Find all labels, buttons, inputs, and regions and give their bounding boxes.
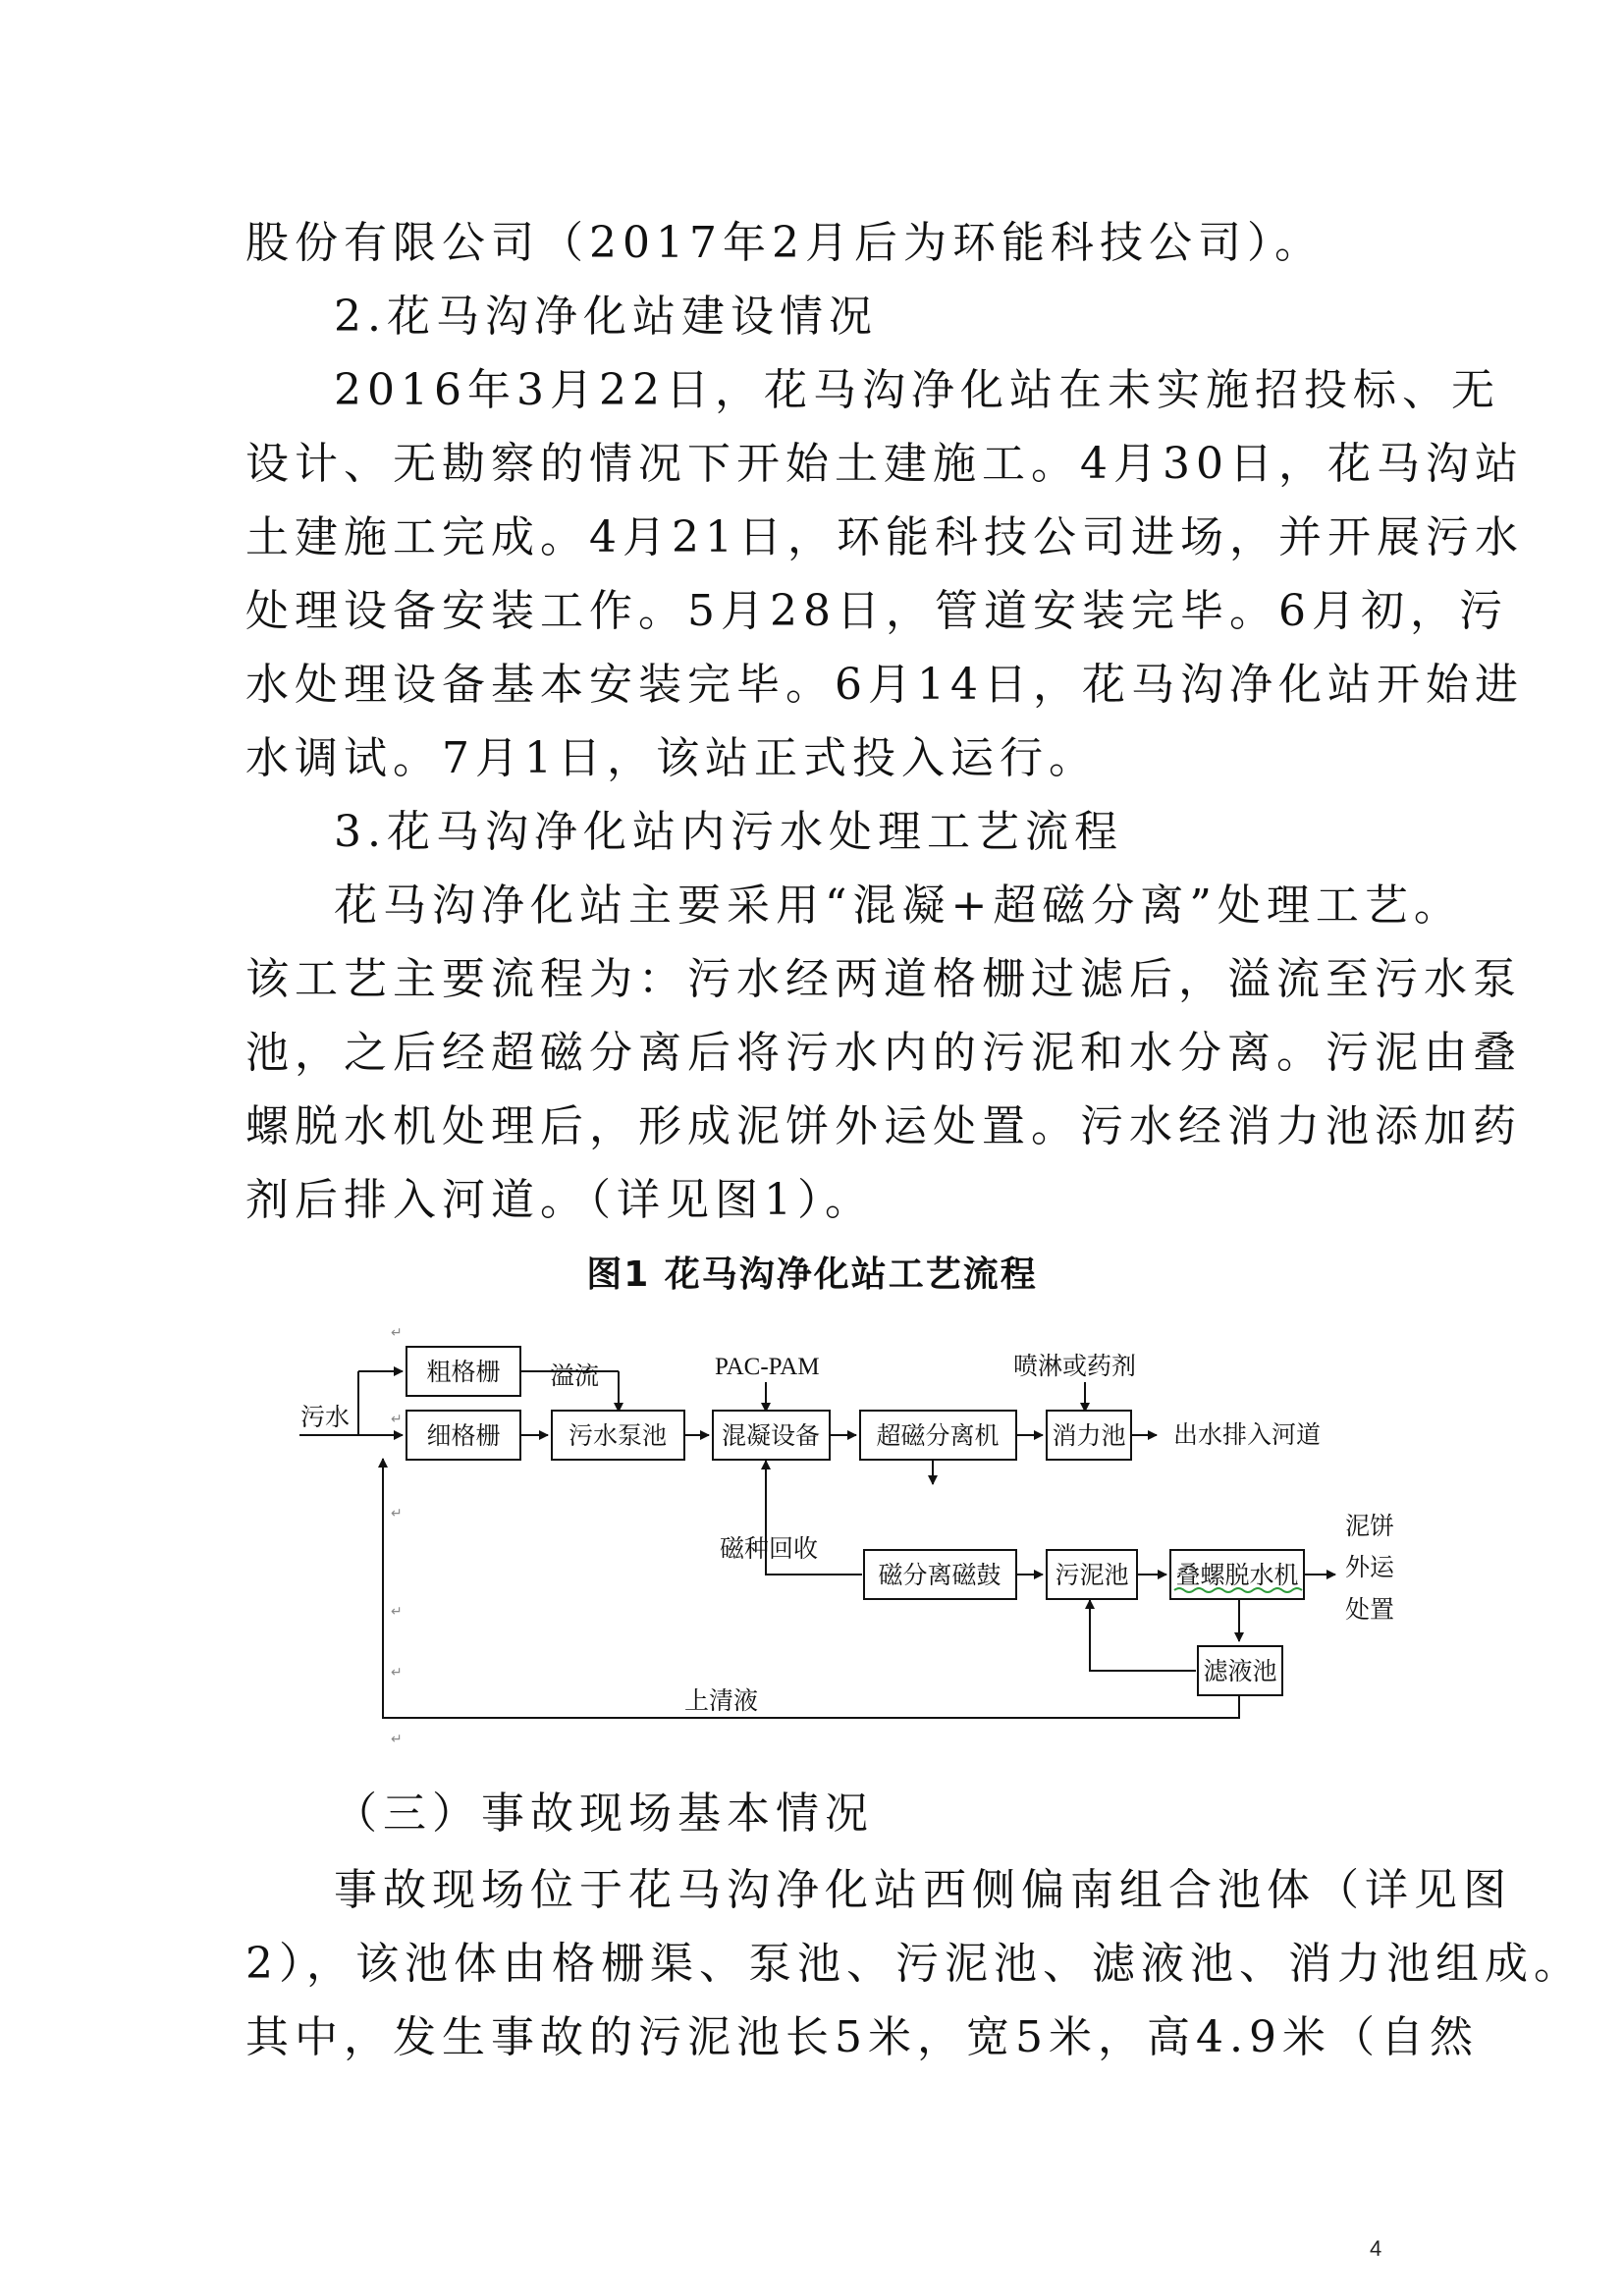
svg-text:↵: ↵ bbox=[391, 1506, 403, 1522]
node-magnetic-drum: 磁分离磁鼓 bbox=[878, 1561, 1001, 1589]
paragraph-line: 土建施工完成。4月21日，环能科技公司进场，并开展污水 bbox=[245, 512, 1524, 562]
paragraph-line: 股份有限公司（2017年2月后为环能科技公司）。 bbox=[245, 218, 1324, 268]
section-heading: （三）事故现场基本情况 bbox=[334, 1789, 874, 1839]
paragraph-line: 事故现场位于花马沟净化站西侧偏南组合池体（详见图 bbox=[334, 1865, 1512, 1915]
node-fine-grid: 细格栅 bbox=[426, 1421, 501, 1450]
paragraph-line: 2016年3月22日，花马沟净化站在未实施招投标、无 bbox=[334, 365, 1500, 415]
svg-text:↵: ↵ bbox=[391, 1604, 403, 1620]
paragraph-line: 花马沟净化站主要采用“混凝+超磁分离”处理工艺。 bbox=[334, 881, 1463, 931]
node-dewatering: 叠螺脱水机 bbox=[1175, 1561, 1299, 1589]
label-pac-pam: PAC-PAM bbox=[715, 1354, 820, 1380]
node-sludge-pool: 污泥池 bbox=[1055, 1561, 1129, 1589]
node-energy-pool: 消力池 bbox=[1052, 1421, 1126, 1450]
label-sewage: 污水 bbox=[300, 1403, 351, 1431]
node-magnetic-separator: 超磁分离机 bbox=[876, 1421, 1000, 1450]
paragraph-line: 水调试。7月1日，该站正式投入运行。 bbox=[245, 733, 1098, 783]
label-spray: 喷淋或药剂 bbox=[1013, 1352, 1137, 1380]
node-coagulation: 混凝设备 bbox=[721, 1421, 821, 1450]
label-cake-3: 处置 bbox=[1345, 1595, 1395, 1624]
paragraph-line: 处理设备安装工作。5月28日，管道安装完毕。6月初，污 bbox=[245, 586, 1508, 636]
label-cake-2: 外运 bbox=[1345, 1553, 1395, 1581]
subheading-construction: 2.花马沟净化站建设情况 bbox=[334, 292, 878, 342]
paragraph-line: 设计、无勘察的情况下开始土建施工。4月30日，花马沟站 bbox=[245, 439, 1524, 489]
label-magnet-recycle: 磁种回收 bbox=[720, 1534, 819, 1563]
page-number: 4 bbox=[1370, 2236, 1382, 2261]
svg-text:↵: ↵ bbox=[391, 1665, 403, 1681]
label-discharge: 出水排入河道 bbox=[1173, 1420, 1322, 1449]
paragraph-line: 水处理设备基本安装完毕。6月14日，花马沟净化站开始进 bbox=[245, 660, 1524, 710]
paragraph-line: 2），该池体由格栅渠、泵池、污泥池、滤液池、消力池组成。 bbox=[245, 1939, 1583, 1989]
paragraph-line: 池，之后经超磁分离后将污水内的污泥和水分离。污泥由叠 bbox=[245, 1028, 1522, 1078]
node-filtrate-pool: 滤液池 bbox=[1203, 1657, 1277, 1685]
svg-text:↵: ↵ bbox=[391, 1412, 403, 1427]
paragraph-line: 螺脱水机处理后，形成泥饼外运处置。污水经消力池添加药 bbox=[245, 1101, 1522, 1151]
label-supernatant: 上清液 bbox=[684, 1686, 759, 1715]
paragraph-line: 其中，发生事故的污泥池长5米，宽5米，高4.9米（自然 bbox=[245, 2012, 1479, 2062]
subheading-process: 3.花马沟净化站内污水处理工艺流程 bbox=[334, 807, 1123, 857]
label-cake-1: 泥饼 bbox=[1345, 1512, 1395, 1540]
label-overflow: 溢流 bbox=[550, 1362, 600, 1390]
svg-text:↵: ↵ bbox=[391, 1732, 403, 1747]
figure-title: 图1 花马沟净化站工艺流程 bbox=[586, 1255, 1038, 1295]
svg-text:↵: ↵ bbox=[391, 1325, 403, 1341]
node-coarse-grid: 粗格栅 bbox=[426, 1358, 501, 1386]
paragraph-line: 该工艺主要流程为：污水经两道格栅过滤后，溢流至污水泵 bbox=[245, 954, 1522, 1004]
paragraph-line: 剂后排入河道。（详见图1）。 bbox=[245, 1175, 874, 1225]
node-pump-pool: 污水泵池 bbox=[568, 1421, 668, 1450]
